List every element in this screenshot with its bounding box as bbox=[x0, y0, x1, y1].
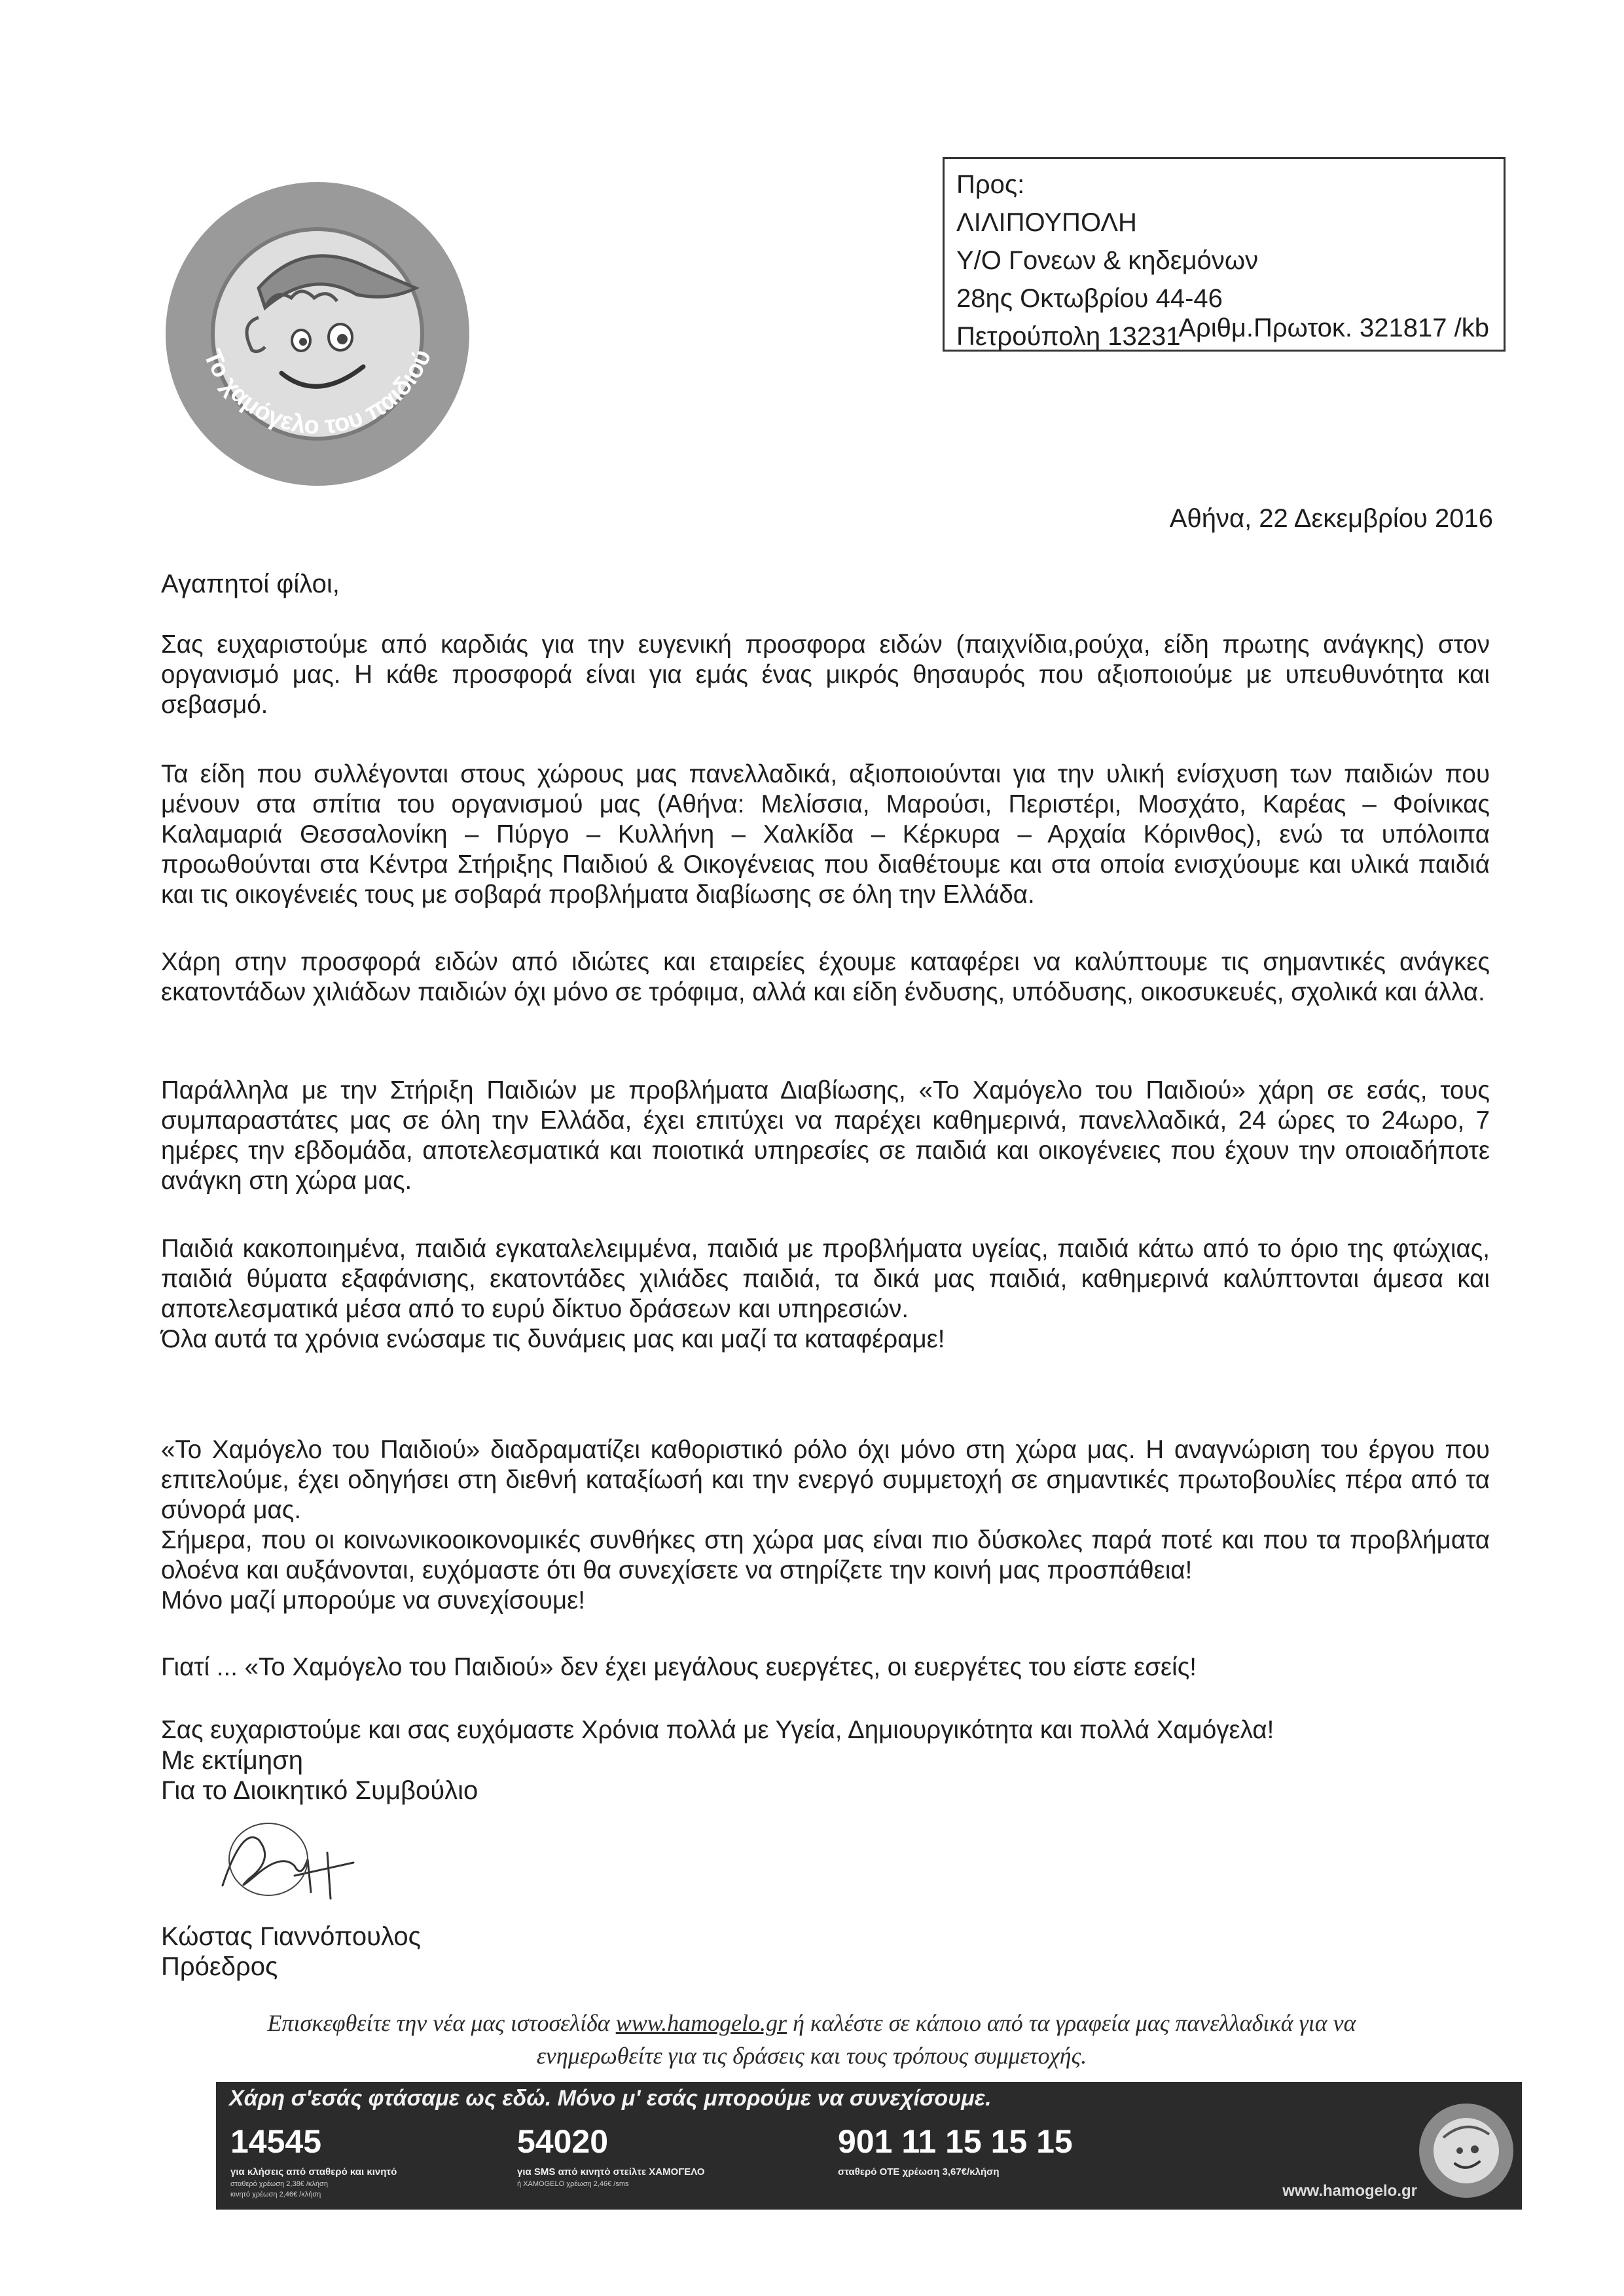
paragraph-text: Μόνο μαζί μπορούμε να συνεχίσουμε! bbox=[161, 1586, 585, 1614]
paragraph bbox=[161, 759, 1490, 910]
hotline-number: 14545 bbox=[230, 2123, 322, 2160]
paragraph bbox=[161, 1652, 1490, 1683]
logo-arc-text: Το χαμόγελο του παιδιού bbox=[198, 345, 437, 440]
visit-text: Επισκεφθείτε την νέα μας ιστοσελίδα bbox=[267, 2010, 616, 2036]
signatory bbox=[161, 1922, 421, 1982]
paragraph-text: Τα είδη που συλλέγονται στους χώρους μας πανελλαδικά, αξιοποιούνται για την υλική ενίσχυση των παιδιών που μένουν στα σπίτια του οργανισμού μας (Αθήνα: Μελίσσια, Μαρούσι, Περιστέρι, Μοσχάτο, Καρέας – Φοίνικας Καλαμαριά Θεσσαλονίκη – Πύργο – Κυλλήνη – Χαλκίδα – Κέρκυρα – Αρχαία Κόρινθος), ενώ τα υπόλοιπα προωθούνται στα Κέντρα Στήριξης Παιδιού & Οικογένειας που διαθέτουμε και στα οποία ενισχύουμε και υλικά παιδιά και τις οικογένειές τους με σοβαρά προβλήματα διαβίωσης σε όλη την Ελλάδα. bbox=[161, 760, 1490, 909]
visit-text: ή καλέστε σε κάποιο από τα γραφεία μας πανελλαδικά για να bbox=[787, 2010, 1356, 2036]
paragraph-text: Σας ευχαριστούμε από καρδιάς για την ευγενική προσφορα ειδών (παιχνίδια,ρούχα, είδη πρωτης ανάγκης) στον οργανισμό μας. Η κάθε προσφορά είναι για εμάς ένας μικρός θησαυρός που αξιοποιούμε με υπευθυνότητα και σεβασμό. bbox=[161, 630, 1490, 719]
visit-text: ενημερωθείτε για τις δράσεις και τους τρόπους συμμετοχής. bbox=[536, 2043, 1087, 2069]
closing-line: Για το Διοικητικό Συμβούλιο bbox=[161, 1776, 478, 1805]
website-notice bbox=[131, 2007, 1492, 2072]
letter-date: Αθήνα, 22 Δεκεμβρίου 2016 bbox=[1169, 504, 1493, 533]
paragraph bbox=[161, 1234, 1490, 1355]
banner-logo bbox=[1417, 2102, 1515, 2200]
hotline-banner bbox=[216, 2082, 1522, 2210]
signature bbox=[196, 1813, 393, 1905]
recipient-box bbox=[943, 157, 1506, 352]
paragraph-text: Χάρη στην προσφορά ειδών από ιδιώτες και εταιρείες έχουμε καταφέρει να καλύπτουμε τις σημαντικές ανάγκες εκατοντάδων χιλιάδων παιδιών όχι μόνο σε τρόφιμα, αλλά και είδη ένδυσης, υπόδυσης, οικοσυκευές, σχολικά και άλλα. bbox=[161, 948, 1490, 1006]
paragraph-text: Σήμερα, που οι κοινωνικοοικονομικές συνθήκες στη χώρα μας είναι πιο δύσκολες παρά ποτέ και που τα προβλήματα ολοένα και αυξάνονται, ευχόμαστε ότι θα συνεχίσετε να στηρίζετε την κοινή μας προσπάθεια! bbox=[161, 1526, 1490, 1584]
hotline-number: 54020 bbox=[517, 2123, 609, 2160]
paragraph-text: Παιδιά κακοποιημένα, παιδιά εγκαταλελειμμένα, παιδιά με προβλήματα υγείας, παιδιά κάτω από το όριο της φτώχιας, παιδιά θύματα εξαφάνισης, εκατοντάδες χιλιάδες παιδιά, τα δικά μας παιδιά, καθημερινά καλύπτονται άμεσα και αποτελεσματικά μέσα από το ευρύ δίκτυο δράσεων και υπηρεσιών. bbox=[161, 1235, 1490, 1323]
recipient-line: Υ/Ο Γονεων & κηδεμόνων bbox=[956, 246, 1259, 275]
hotline-cost: κινητό χρέωση 2,46€ /κλήση bbox=[230, 2191, 321, 2198]
protocol-number: Αριθμ.Πρωτοκ. 321817 /kb bbox=[1178, 314, 1489, 342]
banner-slogan: Χάρη σ'εσάς φτάσαμε ως εδώ. Μόνο μ' εσάς μπορούμε να συνεχίσουμε. bbox=[229, 2086, 992, 2111]
hotline-cost: σταθερό χρέωση 2,38€ /κλήση bbox=[230, 2180, 328, 2188]
paragraph bbox=[161, 630, 1490, 720]
greeting: Αγαπητοί φίλοι, bbox=[161, 570, 340, 598]
hotline-desc: για SMS από κινητό στείλτε ΧΑΜΟΓΕΛΟ bbox=[517, 2166, 705, 2178]
signatory-name: Κώστας Γιαννόπουλος bbox=[161, 1922, 421, 1951]
hotline-desc: για κλήσεις από σταθερό και κινητό bbox=[230, 2166, 397, 2178]
banner-url: www.hamogelo.gr bbox=[1282, 2182, 1417, 2200]
paragraph-text: Όλα αυτά τα χρόνια ενώσαμε τις δυνάμεις μας και μαζί τα καταφέραμε! bbox=[161, 1325, 945, 1353]
hotline-cost: ή XAMOGELO χρέωση 2,46€ /sms bbox=[517, 2180, 629, 2188]
paragraph bbox=[161, 947, 1490, 1008]
paragraph-text: Γιατί ... «Το Χαμόγελο του Παιδιού» δεν έχει μεγάλους ευεργέτες, οι ευεργέτες του είστε εσείς! bbox=[161, 1653, 1197, 1681]
closing bbox=[161, 1745, 478, 1806]
paragraph bbox=[161, 1715, 1490, 1745]
recipient-line: ΛΙΛΙΠΟΥΠΟΛΗ bbox=[956, 208, 1137, 237]
recipient-line: Πετρούπολη 13231 bbox=[956, 322, 1181, 351]
website-link[interactable]: www.hamogelo.gr bbox=[615, 2010, 787, 2036]
paragraph bbox=[161, 1435, 1490, 1616]
paragraph-text: «Το Χαμόγελο του Παιδιού» διαδραματίζει καθοριστικό ρόλο όχι μόνο στη χώρα μας. Η αναγνώριση του έργου που επιτελούμε, έχει οδηγήσει στη διεθνή καταξίωσή και την ενεργό συμμετοχή σε σημαντικές πρωτοβουλίες πέρα από τα σύνορά μας. bbox=[161, 1436, 1490, 1524]
recipient-line: Προς: bbox=[956, 170, 1025, 199]
closing-line: Με εκτίμηση bbox=[161, 1746, 304, 1775]
hotline-desc: σταθερό ΟΤΕ χρέωση 3,67€/κλήση bbox=[838, 2166, 1000, 2178]
signatory-title: Πρόεδρος bbox=[161, 1952, 278, 1981]
hotline-number: 901 11 15 15 15 bbox=[838, 2123, 1073, 2160]
paragraph-text: Σας ευχαριστούμε και σας ευχόμαστε Χρόνια πολλά με Υγεία, Δημιουργικότητα και πολλά Χαμόγελα! bbox=[161, 1716, 1274, 1744]
paragraph-text: Παράλληλα με την Στήριξη Παιδιών με προβλήματα Διαβίωσης, «Το Χαμόγελο του Παιδιού» χάρη σε εσάς, τους συμπαραστάτες μας σε όλη την Ελλάδα, έχει επιτύχει να παρέχει καθημερινά, πανελλαδικά, 24 ώρες το 24ωρο, 7 ημέρες την εβδομάδα, αποτελεσματικά και ποιοτικά υπηρεσίες σε παιδιά και οικογένειες που έχουν την οποιαδήποτε ανάγκη στη χώρα μας. bbox=[161, 1076, 1490, 1195]
paragraph bbox=[161, 1076, 1490, 1196]
recipient-line: 28ης Οκτωβρίου 44-46 bbox=[956, 284, 1223, 313]
smile-of-the-child-logo bbox=[160, 177, 475, 491]
